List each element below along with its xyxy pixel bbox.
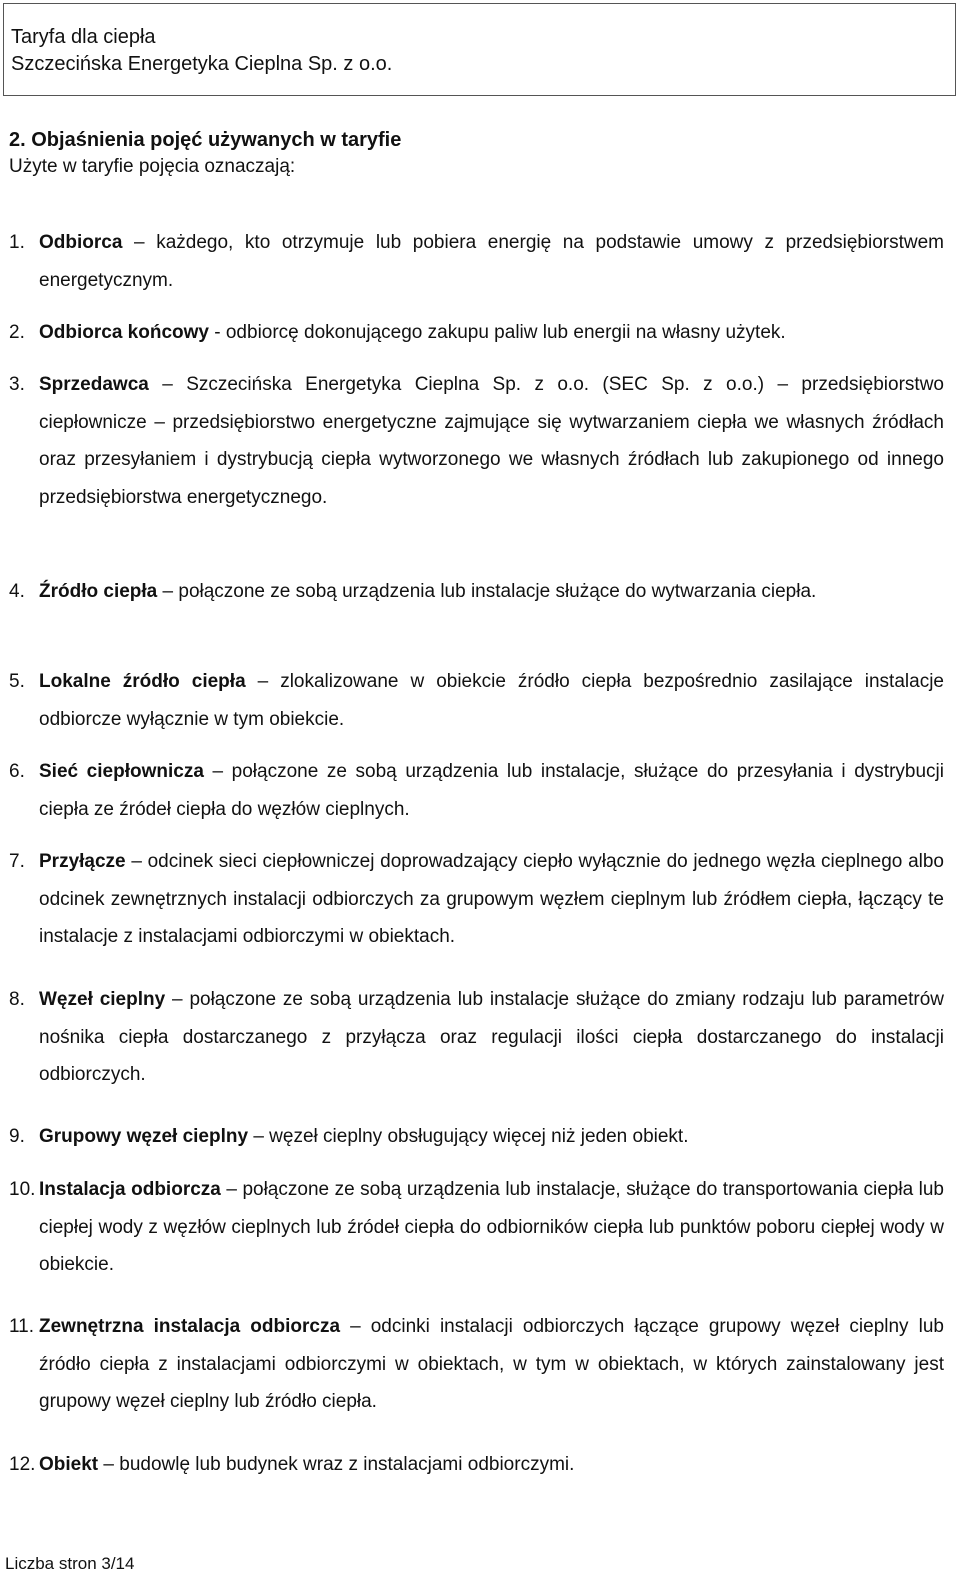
definition-item <box>39 663 944 738</box>
definition-text: – połączone ze sobą urządzenia lub instalacje, służące do przesyłania i dystrybucji ciepła ze źródeł ciepła do węzłów cieplnych. <box>39 761 944 820</box>
definition-number: 3. <box>9 374 25 395</box>
definition-term: Odbiorca <box>39 232 123 253</box>
definition-text: – połączone ze sobą urządzenia lub instalacje służące do zmiany rodzaju lub parametrów nośnika ciepła dostarczanego z przyłącza oraz regulacji ilości ciepła dostarczanego do instalacji odbiorczych. <box>39 989 944 1085</box>
definition-number: 1. <box>9 232 25 253</box>
definition-term: Odbiorca końcowy <box>39 322 209 343</box>
header-box <box>3 3 956 96</box>
definition-term: Lokalne źródło ciepła <box>39 671 246 692</box>
definition-text: – Szczecińska Energetyka Cieplna Sp. z o.o. (SEC Sp. z o.o.) – przedsiębiorstwo ciepłownicze – przedsiębiorstwo energetyczne zajmujące się wytwarzaniem ciepła we własnych źródłach oraz przesyłaniem i dystrybucją ciepła wytworzonego we własnych źródłach lub zakupionego od innego przedsiębiorstwa energetycznego. <box>39 374 944 508</box>
definition-term: Przyłącze <box>39 851 126 872</box>
definition-text: – budowlę lub budynek wraz z instalacjami odbiorczymi. <box>98 1454 575 1475</box>
definition-term: Obiekt <box>39 1454 99 1475</box>
definition-term: Sprzedawca <box>39 374 149 395</box>
definition-number: 9. <box>9 1126 25 1147</box>
definition-term: Instalacja odbiorcza <box>39 1179 221 1200</box>
definition-item <box>39 314 944 352</box>
section-intro: Użyte w taryfie pojęcia oznaczają: <box>9 156 296 177</box>
definition-item <box>39 366 944 516</box>
definition-item <box>39 1118 944 1156</box>
definition-item <box>39 573 944 611</box>
definition-item <box>39 1308 944 1421</box>
definition-number: 2. <box>9 322 25 343</box>
page-counter: Liczba stron 3/14 <box>5 1554 135 1573</box>
definition-item <box>39 1446 944 1484</box>
definition-text: – każdego, kto otrzymuje lub pobiera energię na podstawie umowy z przedsiębiorstwem energetycznym. <box>39 232 944 291</box>
definition-number: 10. <box>9 1179 36 1200</box>
definition-number: 4. <box>9 581 25 602</box>
definition-item <box>39 1171 944 1284</box>
definition-number: 12. <box>9 1454 36 1475</box>
definition-text: – zlokalizowane w obiekcie źródło ciepła bezpośrednio zasilające instalacje odbiorcze wyłącznie w tym obiekcie. <box>39 671 944 730</box>
definition-term: Zewnętrzna instalacja odbiorcza <box>39 1316 341 1337</box>
section-title: 2. Objaśnienia pojęć używanych w taryfie <box>9 129 402 151</box>
definition-item <box>39 753 944 828</box>
definition-number: 5. <box>9 671 25 692</box>
definition-number: 11. <box>9 1316 35 1337</box>
definition-text: – połączone ze sobą urządzenia lub instalacje, służące do transportowania ciepła lub ciepłej wody z węzłów cieplnych lub źródeł ciepła do odbiorników ciepła lub punktów poboru ciepłej wody w obiekcie. <box>39 1179 944 1275</box>
definition-text: – odcinki instalacji odbiorczych łączące grupowy węzeł cieplny lub źródło ciepła z instalacjami odbiorczymi w obiektach, w tym w obiektach, w których zainstalowany jest grupowy węzeł cieplny lub źródło ciepła. <box>39 1316 944 1412</box>
definition-term: Grupowy węzeł cieplny <box>39 1126 249 1147</box>
definition-text: – węzeł cieplny obsługujący więcej niż jeden obiekt. <box>248 1126 689 1147</box>
tariff-title: Taryfa dla ciepła <box>11 26 156 48</box>
definition-term: Sieć ciepłownicza <box>39 761 204 782</box>
definition-number: 7. <box>9 851 25 872</box>
definition-item <box>39 981 944 1094</box>
company-name: Szczecińska Energetyka Cieplna Sp. z o.o. <box>11 53 393 75</box>
definition-item <box>39 843 944 956</box>
definition-text: - odbiorcę dokonującego zakupu paliw lub energii na własny użytek. <box>208 322 786 343</box>
definition-item <box>39 224 944 299</box>
definition-text: – połączone ze sobą urządzenia lub instalacje służące do wytwarzania ciepła. <box>157 581 817 602</box>
definition-term: Węzeł cieplny <box>39 989 166 1010</box>
definition-term: Źródło ciepła <box>39 581 158 602</box>
definition-number: 6. <box>9 761 25 782</box>
definition-text: – odcinek sieci ciepłowniczej doprowadzający ciepło wyłącznie do jednego węzła cieplnego albo odcinek zewnętrznych instalacji odbiorczych za grupowym węzłem cieplnym lub źródłem ciepła, łączący te instalacje z instalacjami odbiorczymi w obiektach. <box>39 851 944 947</box>
definition-number: 8. <box>9 989 25 1010</box>
